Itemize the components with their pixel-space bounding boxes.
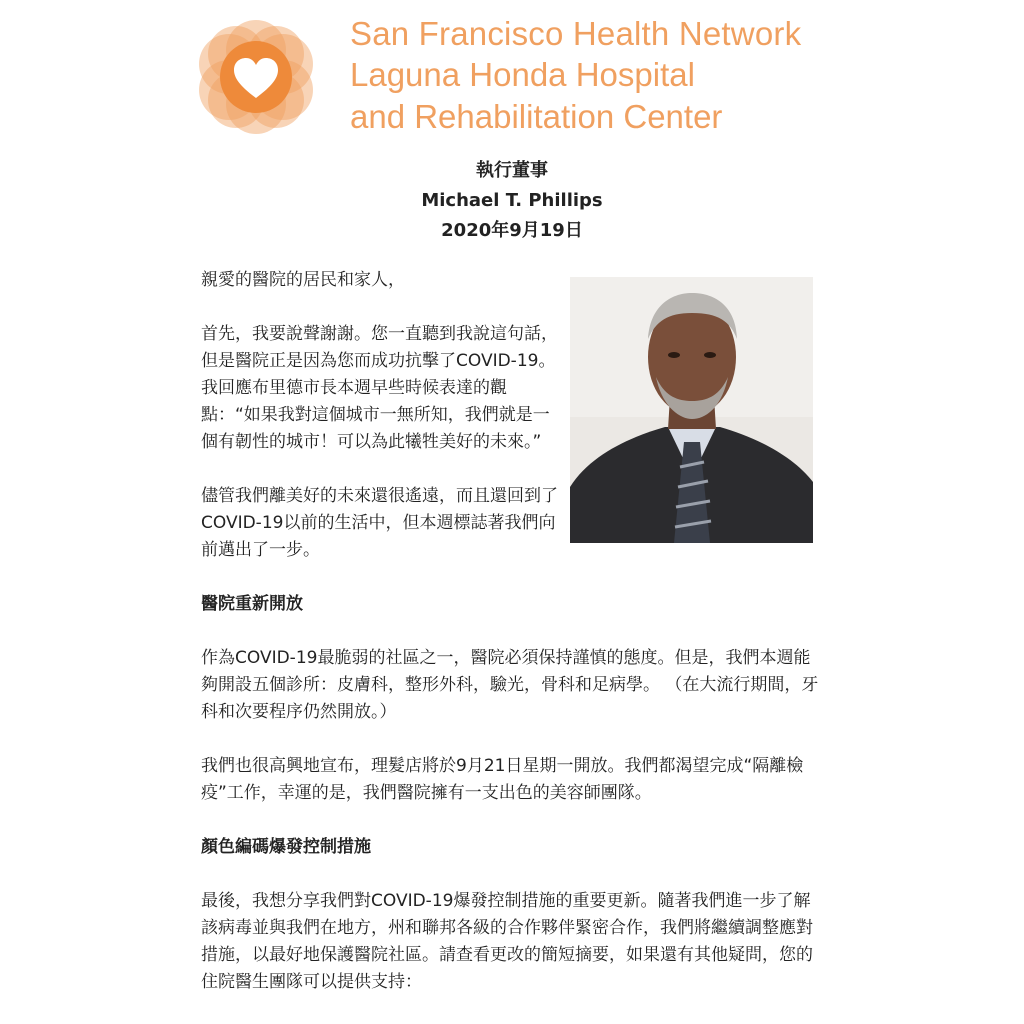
paragraph-thanks: 首先，我要說聲謝謝。您一直聽到我說這句話，但是醫院正是因為您而成功抗擊了COVID-19。我回應布里德市長本週早些時候表達的觀點：“如果我對這個城市一無所知，我們就是一個有韌性的城市！可以為此犧牲美好的未來。”: [201, 324, 558, 452]
brand-hospital: Laguna Honda Hospital: [350, 56, 695, 93]
author-role: 執行董事: [476, 160, 548, 181]
paragraph-updates: 最後，我想分享我們對COVID-19爆發控制措施的重要更新。隨著我們進一步了解該病毒並與我們在地方，州和聯邦各級的合作夥伴緊密合作，我們將繼續調整應對措施，以最好地保護醫院社區。請查看更改的簡短摘要，如果還有其他疑問，您的住院醫生團隊可以提供支持：: [201, 891, 813, 992]
heart-flower-logo-icon: [190, 12, 322, 142]
brand-center: and Rehabilitation Center: [350, 98, 723, 135]
author-name: Michael T. Phillips: [421, 190, 603, 211]
title-block: [0, 156, 1024, 246]
greeting: 親愛的醫院的居民和家人，: [201, 270, 405, 290]
paragraph-step-forward: 儘管我們離美好的未來還很遙遠，而且還回到了COVID-19以前的生活中，但本週標誌著我們向前邁出了一步。: [201, 486, 558, 560]
paragraph-clinics: 作為COVID-19最脆弱的社區之一，醫院必須保持謹慎的態度。但是，我們本週能夠開設五個診所：皮膚科，整形外科，驗光，骨科和足病學。 （在大流行期間，牙科和次要程序仍然開放。）: [201, 648, 819, 722]
heading-reopening: 醫院重新開放: [201, 594, 303, 614]
header: [190, 12, 850, 142]
brand-text: [350, 14, 801, 138]
letter-date: 2020年9月19日: [441, 220, 583, 241]
letter-body: [201, 267, 821, 1023]
heading-outbreak-control: 顏色編碼爆發控制措施: [201, 837, 371, 857]
brand-network: San Francisco Health Network: [350, 15, 802, 52]
paragraph-barber: 我們也很高興地宣布，理髮店將於9月21日星期一開放。我們都渴望完成“隔離檢疫”工作，幸運的是，我們醫院擁有一支出色的美容師團隊。: [201, 756, 804, 803]
